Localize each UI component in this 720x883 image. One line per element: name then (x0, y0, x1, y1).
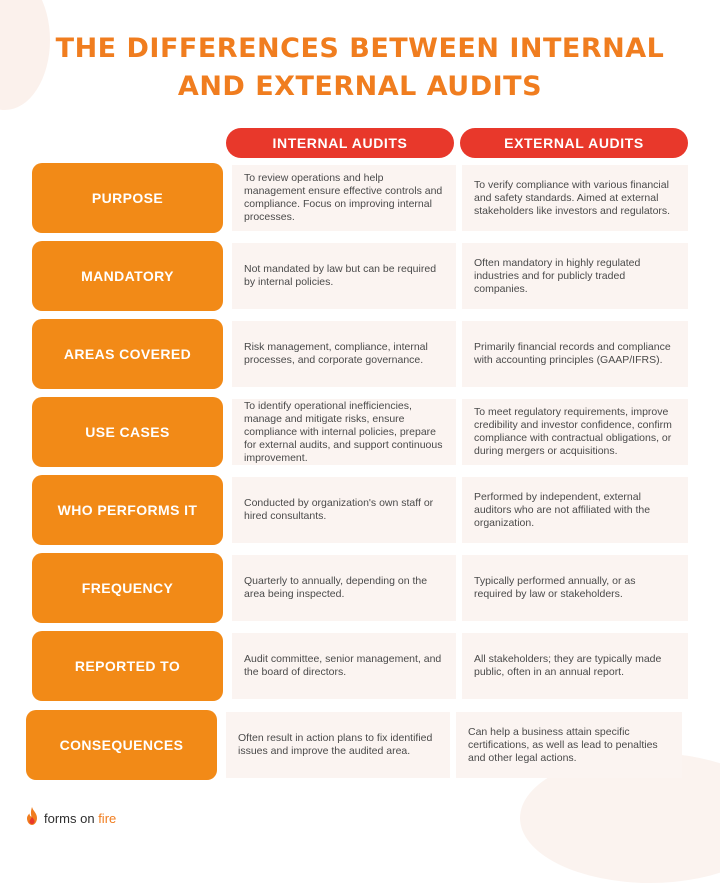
row-label: AREAS COVERED (32, 319, 223, 389)
column-header-internal: INTERNAL AUDITS (226, 128, 454, 158)
external-cell (462, 555, 688, 621)
external-text: Often mandatory in highly regulated industries and for publicly traded companies. (474, 256, 641, 295)
logo-text (44, 811, 116, 826)
external-text: To meet regulatory requirements, improve credibility and investor confidence, confirm compliance with contractual obligations, or during mergers or acquisitions. (474, 406, 672, 457)
external-cell (462, 399, 688, 465)
internal-cell (232, 555, 456, 621)
internal-cell (232, 321, 456, 387)
external-cell (462, 477, 688, 543)
row-label: FREQUENCY (32, 553, 223, 623)
row-consequences (0, 710, 720, 780)
row-who-performs-it (0, 475, 720, 545)
external-cell (462, 243, 688, 309)
page-title (0, 30, 720, 106)
internal-text: To identify operational inefficiencies, manage and mitigate risks, ensure compliance with internal policies, prepare for external audits, and support continuous improvement. (244, 399, 443, 464)
internal-cell (232, 243, 456, 309)
internal-text: Audit committee, senior management, and the board of directors. (244, 653, 442, 678)
internal-cell (232, 477, 456, 543)
internal-cell (226, 712, 450, 778)
row-purpose (0, 163, 720, 233)
external-cell (462, 321, 688, 387)
row-frequency (0, 553, 720, 623)
internal-text: Not mandated by law but can be required by internal policies. (244, 263, 437, 288)
internal-text: To review operations and help management ensure effective controls and compliance. Focus on improving internal processes. (244, 172, 443, 223)
row-reported-to (0, 631, 720, 701)
row-label: PURPOSE (32, 163, 223, 233)
row-label: CONSEQUENCES (26, 710, 217, 780)
row-label: WHO PERFORMS IT (32, 475, 223, 545)
row-label: MANDATORY (32, 241, 223, 311)
external-text: To verify compliance with various financial and safety standards. Aimed at external stakeholders like investors and regulators. (474, 178, 671, 217)
flame-icon (26, 807, 38, 830)
internal-text: Often result in action plans to fix identified issues and improve the audited area. (238, 732, 433, 757)
external-text: All stakeholders; they are typically made public, often in an annual report. (474, 653, 662, 678)
row-label: REPORTED TO (32, 631, 223, 701)
external-text: Typically performed annually, or as required by law or stakeholders. (474, 575, 636, 600)
forms-on-fire-logo (26, 808, 116, 828)
internal-cell (232, 633, 456, 699)
column-header-external: EXTERNAL AUDITS (460, 128, 688, 158)
internal-text: Quarterly to annually, depending on the area being inspected. (244, 575, 428, 600)
external-cell (456, 712, 682, 778)
row-label: USE CASES (32, 397, 223, 467)
row-use-cases (0, 397, 720, 467)
internal-text: Conducted by organization's own staff or hired consultants. (244, 497, 434, 522)
row-mandatory (0, 241, 720, 311)
external-text: Can help a business attain specific certifications, as well as lead to penalties and other legal actions. (468, 725, 658, 764)
internal-cell (232, 399, 456, 465)
internal-cell (232, 165, 456, 231)
logo-text-accent: fire (98, 810, 117, 826)
external-text: Performed by independent, external auditors who are not affiliated with the organization. (474, 490, 651, 529)
title-line-2: AND EXTERNAL AUDITS (177, 71, 543, 102)
row-areas-covered (0, 319, 720, 389)
external-cell (462, 165, 688, 231)
internal-text: Risk management, compliance, internal processes, and corporate governance. (244, 341, 428, 366)
external-cell (462, 633, 688, 699)
logo-text-dark: forms on (44, 810, 99, 826)
title-line-1: THE DIFFERENCES BETWEEN INTERNAL (55, 33, 665, 64)
external-text: Primarily financial records and compliance with accounting principles (GAAP/IFRS). (474, 341, 671, 366)
